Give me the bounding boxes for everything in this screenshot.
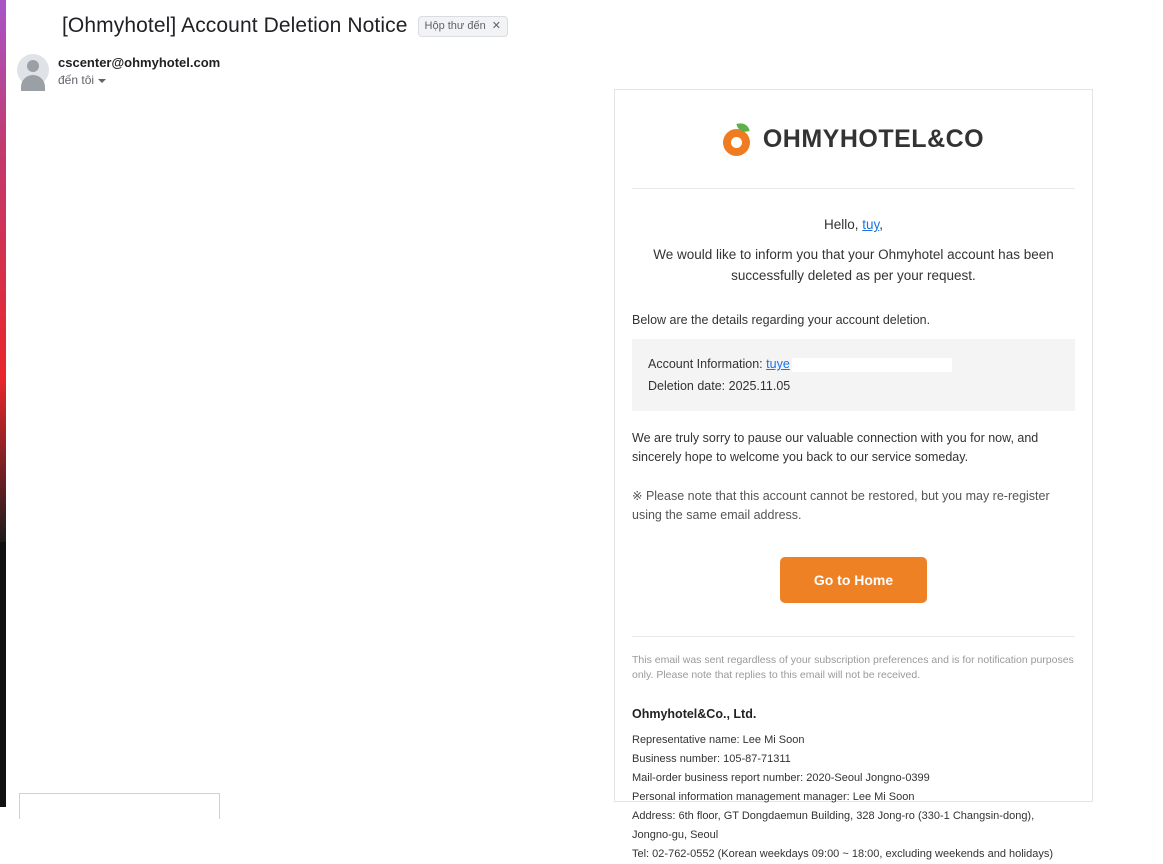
email-body-card xyxy=(614,89,1093,860)
edge-segment-purple xyxy=(0,0,6,148)
company-info-item: Representative name: Lee Mi Soon xyxy=(632,734,805,746)
account-information-label: Account Information: xyxy=(648,357,763,371)
avatar-head-shape xyxy=(27,60,39,72)
greeting-suffix: , xyxy=(879,217,884,232)
go-to-home-button[interactable]: Go to Home xyxy=(780,557,927,603)
sender-email[interactable]: cscenter@ohmyhotel.com xyxy=(58,55,221,70)
company-info-item: Tel: 02-762-0552 (Korean weekdays 09:00 ~ 18:00, excluding weekends and holidays) xyxy=(632,848,1054,860)
recipient-label: đến tôi xyxy=(58,73,95,87)
account-details-box xyxy=(632,339,1075,411)
chevron-down-icon[interactable] xyxy=(98,79,106,83)
deletion-date-label: Deletion date: xyxy=(648,379,726,393)
brand-wordmark: OHMYHOTEL&CO xyxy=(762,124,985,153)
sender-block xyxy=(58,55,220,87)
company-info-item: Address: 6th floor, GT Dongdaemun Building, 328 Jong-ro (330-1 Changsin-dong), Jongno-gu, Seoul xyxy=(632,810,1035,841)
greeting-prefix: Hello, xyxy=(823,217,863,232)
greeting-line xyxy=(632,217,1075,232)
apology-paragraph: We are truly sorry to pause our valuable connection with you for now, and sincerely hope to welcome you back to our service someday. xyxy=(632,431,1039,464)
page-title: [Ohmyhotel] Account Deletion Notice xyxy=(62,14,408,37)
company-name: Ohmyhotel&Co., Ltd. xyxy=(632,707,757,721)
inbox-label-chip[interactable] xyxy=(418,16,508,37)
lead-paragraph: We would like to inform you that your Ohmyhotel account has been successfully deleted as per your request. xyxy=(653,247,1054,283)
close-icon[interactable]: ✕ xyxy=(491,19,501,32)
footer-divider xyxy=(632,636,1075,637)
edge-segment-red xyxy=(0,148,6,378)
avatar-body-shape xyxy=(21,75,45,91)
company-info-item: Mail-order business report number: 2020-Seoul Jongno-0399 xyxy=(632,772,930,784)
details-intro: Below are the details regarding your account deletion. xyxy=(632,313,931,327)
cta-container xyxy=(632,557,1075,603)
greeting-name-link[interactable]: tuy xyxy=(862,217,880,232)
recipient-row[interactable] xyxy=(58,73,220,87)
orange-hole-shape xyxy=(731,137,742,148)
orange-logo-icon xyxy=(723,123,754,156)
company-info-item: Personal information management manager: Lee Mi Soon xyxy=(632,791,915,803)
email-logo-header xyxy=(632,90,1075,189)
mail-subject-row xyxy=(62,14,508,38)
email-disclaimer: This email was sent regardless of your subscription preferences and is for notification purposes only. Please note that replies to this email will not be received. xyxy=(632,654,1074,681)
deletion-date-value: 2025.11.05 xyxy=(728,379,791,393)
account-information-value[interactable]: tuye xyxy=(766,357,790,371)
avatar xyxy=(17,54,49,86)
inbox-label-text: Hộp thư đến xyxy=(424,19,486,32)
brand-logo xyxy=(723,123,984,156)
deletion-date-row xyxy=(648,375,1059,397)
account-information-row xyxy=(648,353,1059,375)
page-edge-gradient xyxy=(0,0,6,807)
redaction-block xyxy=(792,358,952,372)
company-info-list xyxy=(632,731,1075,864)
company-info-item: Business number: 105-87-71311 xyxy=(632,753,791,765)
bottom-left-panel xyxy=(19,793,220,819)
restore-notice: ※ Please note that this account cannot be restored, but you may re-register using the same email address. xyxy=(632,489,1050,522)
edge-segment-black xyxy=(0,542,6,807)
edge-segment-dark xyxy=(0,378,6,542)
email-body-inner xyxy=(615,217,1092,864)
